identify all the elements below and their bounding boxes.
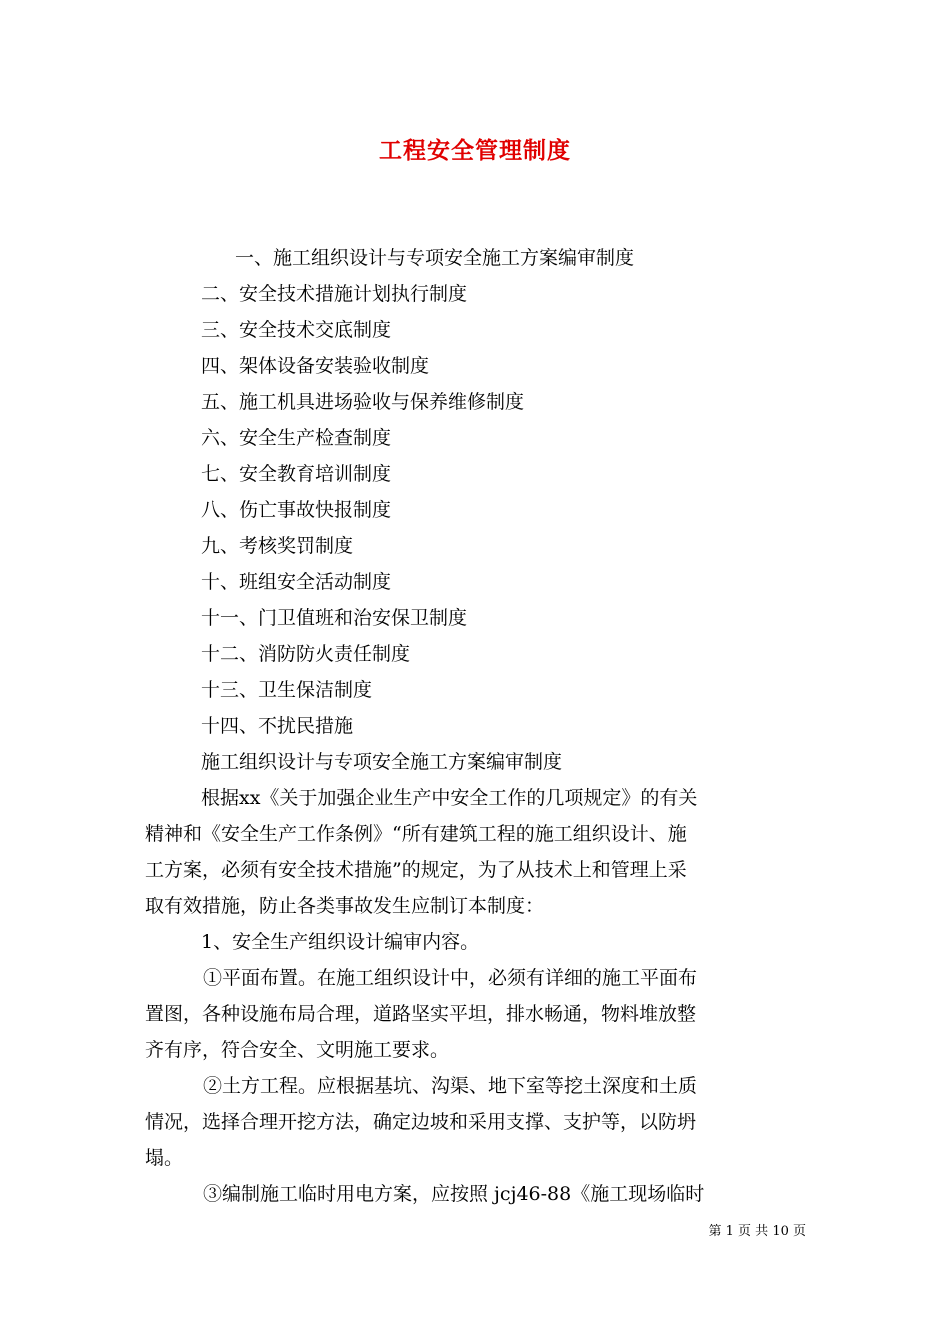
section-heading: 施工组织设计与专项安全施工方案编审制度: [201, 751, 563, 773]
toc-item: 四、架体设备安装验收制度: [201, 355, 430, 377]
paragraph-line: 情况，选择合理开挖方法，确定边坡和采用支撑、支护等，以防坍: [145, 1111, 697, 1133]
toc-item: 八、伤亡事故快报制度: [201, 499, 392, 521]
document-title: 工程安全管理制度: [379, 137, 571, 164]
paragraph-line: 取有效措施，防止各类事故发生应制订本制度：: [145, 895, 545, 917]
paragraph-line: 塌。: [145, 1147, 184, 1169]
toc-item: 七、安全教育培训制度: [201, 463, 392, 485]
toc-item: 十四、不扰民措施: [201, 715, 354, 737]
toc-item: 二、安全技术措施计划执行制度: [201, 283, 468, 305]
toc-item: 十、班组安全活动制度: [201, 571, 392, 593]
paragraph-line: ③编制施工临时用电方案，应按照 jcj46-88《施工现场临时: [203, 1183, 705, 1205]
toc-item: 三、安全技术交底制度: [201, 319, 392, 341]
toc-item: 一、施工组织设计与专项安全施工方案编审制度: [235, 247, 635, 269]
page-number: 第 1 页 共 10 页: [708, 1224, 806, 1239]
paragraph-line: 置图，各种设施布局合理，道路坚实平坦，排水畅通，物料堆放整: [145, 1003, 697, 1025]
toc-item: 十三、卫生保洁制度: [201, 679, 373, 701]
paragraph-line: ①平面布置。在施工组织设计中，必须有详细的施工平面布: [203, 967, 698, 989]
document-body: [145, 744, 809, 1212]
numbered-item: 1、安全生产组织设计编审内容。: [201, 931, 480, 953]
paragraph-line: 齐有序，符合安全、文明施工要求。: [145, 1039, 450, 1061]
paragraph-line: 工方案，必须有安全技术措施”的规定，为了从技术上和管理上采: [145, 859, 687, 881]
paragraph-line: 根据xx《关于加强企业生产中安全工作的几项规定》的有关: [201, 787, 698, 809]
paragraph-line: ②土方工程。应根据基坑、沟渠、地下室等挖土深度和土质: [203, 1075, 698, 1097]
table-of-contents: [201, 240, 821, 744]
paragraph-line: 精神和《安全生产工作条例》“所有建筑工程的施工组织设计、施: [145, 823, 687, 845]
toc-item: 六、安全生产检查制度: [201, 427, 392, 449]
toc-item: 十一、门卫值班和治安保卫制度: [201, 607, 468, 629]
toc-item: 九、考核奖罚制度: [201, 535, 354, 557]
toc-item: 十二、消防防火责任制度: [201, 643, 411, 665]
toc-item: 五、施工机具进场验收与保养维修制度: [201, 391, 525, 413]
